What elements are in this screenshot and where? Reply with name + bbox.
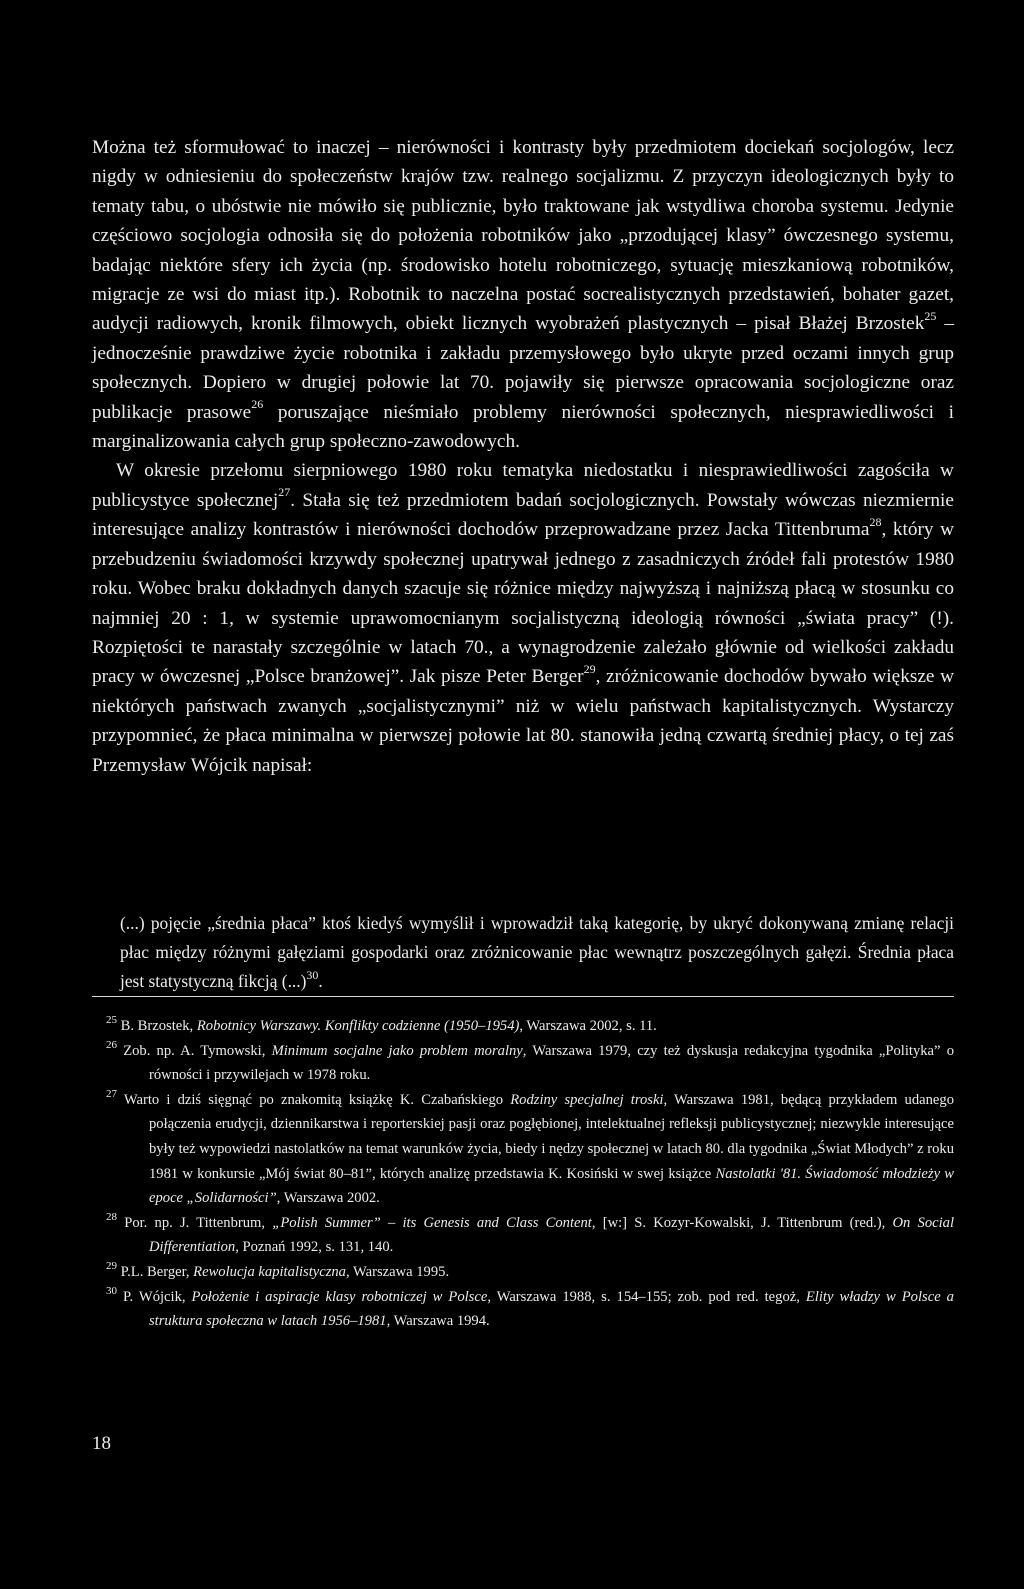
footnote-29: $^{29}$ P.L. Berger, Rewolucja kapitalistyczna, Warszawa 1995. bbox=[106, 1260, 450, 1280]
footnote-30: $^{30}$ P. Wójcik, Położenie i aspiracje klasy robotniczej w Polsce, Warszawa 1988, s. 154–155; zob. pod red. tegoż, Elity władzy w Polsce a struktura społeczna w latach 1956–1981, Warszawa 1994. bbox=[106, 1284, 954, 1330]
block-quote: (...) pojęcie „średnia płaca” ktoś kiedyś wymyślił i wprowadził taką kategorię, by ukryć dokonywaną zmianę relacji płac między różnymi gałęziami gospodarki oraz zróżnicowanie płac wewnątrz poszczególnych gałęzi. Średnia płaca jest statystyczną fikcją (...)$^{30}$. bbox=[120, 913, 954, 992]
footnote-ref-27: 27 bbox=[278, 485, 291, 500]
footnote-ref-30: 30 bbox=[306, 967, 319, 982]
footnote-ref-28: 28 bbox=[869, 514, 882, 529]
footnote-27: $^{27}$ Warto i dziś sięgnąć po znakomitą książkę K. Czabańskiego Rodziny specjalnej troski, Warszawa 1981, będącą przykładem udanego połączenia erudycji, dziennikarstwa i reporterskiej pasji oraz pogłębionej, intelektualnej refleksji publicystycznej; niezwykle interesujące były też wypowiedzi nastolatków na temat warunków życia, biedy i nędzy społecznej w latach 80. dla tygodnika „Świat Młodych” z roku 1981 w konkursie „Mój świat 80–81”, których analizę przedstawia K. Kosiński w swej książce Nastolatki '81. Świadomość młodzieży w epoce „Solidarności”, Warszawa 2002. bbox=[106, 1087, 955, 1207]
footnote-ref-29: 29 bbox=[583, 661, 596, 676]
footnote-25: $^{25}$ B. Brzostek, Robotnicy Warszawy. Konflikty codzienne (1950–1954), Warszawa 2002, s. 11. bbox=[106, 1014, 657, 1034]
footnote-divider bbox=[92, 996, 954, 997]
paragraph-2: W okresie przełomu sierpniowego 1980 roku tematyka niedostatku i niesprawiedliwości zagościła w publicystyce społecznej$^{27}$. Stała się też przedmiotem badań socjologicznych. Powstały wówczas niezmiernie interesujące analizy kontrastów i nierówności dochodów przeprowadzane przez Jacka Tittenbruma$^{28}$, który w przebudzeniu świadomości krzywdy społecznej upatrywał jednego z zasadniczych źródeł fali protestów 1980 roku. Wobec braku dokładnych danych szacuje się różnice między najwyższą i najniższą płacą w stosunku co najmniej 20 : 1, w systemie uprawomocnianym socjalistyczną ideologią równości „świata pracy” (!). Rozpiętości te narastały szczególnie w latach 70., a wynagrodzenie zależało głównie od wielkości zakładu pracy w ówczesnej „Polsce branżowej”. Jak pisze Peter Berger$^{29}$, zróżnicowanie dochodów bywało większe w niektórych państwach zwanych „socjalistycznymi” niż w wielu państwach kapitalistycznych. Wystarczy przypomnieć, że płaca minimalna w pierwszej połowie lat 80. stanowiła jedną czwartą średniej płacy, o tej zaś Przemysław Wójcik napisał: bbox=[92, 460, 954, 776]
footnotes bbox=[92, 1014, 954, 1334]
page-number: 18 bbox=[92, 1433, 111, 1454]
footnote-28: $^{28}$ Por. np. J. Tittenbrum, „Polish Summer” – its Genesis and Class Content, [w:] S. Kozyr-Kowalski, J. Tittenbrum (red.), On Social Differentiation, Poznań 1992, s. 131, 140. bbox=[106, 1210, 955, 1256]
body-text bbox=[92, 133, 954, 780]
paragraph-1: Można też sformułować to inaczej – nierówności i kontrasty były przedmiotem dociekań socjologów, lecz nigdy w odniesieniu do społeczeństw krajów tzw. realnego socjalizmu. Z przyczyn ideologicznych były to tematy tabu, o ubóstwie nie mówiło się publicznie, było traktowane jak wstydliwa choroba systemu. Jedynie częściowo socjologia odnosiła się do położenia robotników jako „przodującej klasy” ówczesnego systemu, badając niektóre sfery ich życia (np. środowisko hotelu robotniczego, sytuację mieszkaniową robotników, migracje ze wsi do miast itp.). Robotnik to naczelna postać socrealistycznych przedstawień, bohater gazet, audycji radiowych, kronik filmowych, obiekt licznych wyobrażeń plastycznych – pisał Błażej Brzostek$^{25}$ – jednocześnie prawdziwe życie robotnika i zakładu przemysłowego było ukryte przed oczami innych grup społecznych. Dopiero w drugiej połowie lat 70. pojawiły się pierwsze opracowania socjologiczne oraz publikacje prasowe$^{26}$ poruszające nieśmiało problemy nierówności społecznych, niesprawiedliwości i marginalizowania całych grup społeczno-zawodowych. bbox=[92, 137, 955, 453]
footnote-26: $^{26}$ Zob. np. A. Tymowski, Minimum socjalne jako problem moralny, Warszawa 1979, czy też dyskusja redakcyjna tygodnika „Polityka” o równości i przywilejach w 1978 roku. bbox=[106, 1038, 954, 1084]
footnote-ref-25: 25 bbox=[924, 309, 937, 324]
footnote-ref-26: 26 bbox=[251, 397, 264, 412]
